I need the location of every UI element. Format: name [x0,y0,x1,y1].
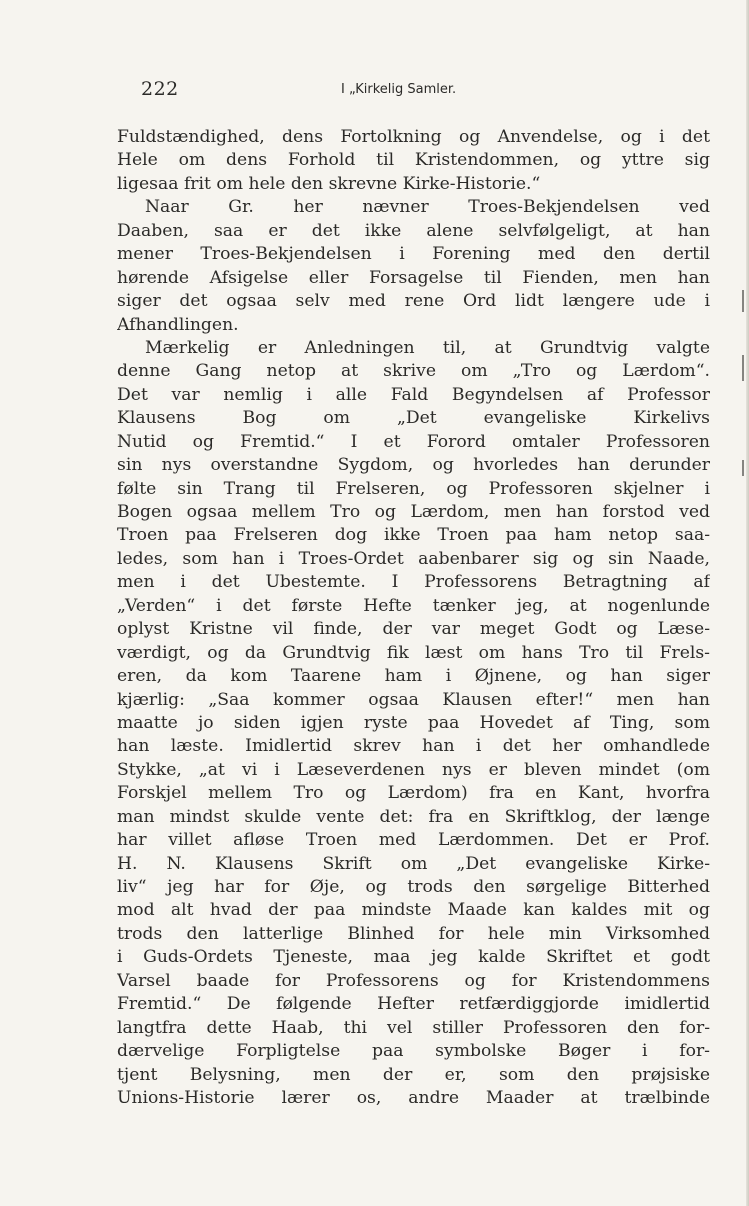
text-line: mener Troes-Bekjendelsen i Forening med den dertil [117,244,710,265]
text-line: Klausens Bog om „Det evangeliske Kirkelivs [117,408,710,429]
text-line: tjent Belysning, men der er, som den prøjsiske [117,1064,710,1085]
text-line: Varsel baade for Professorens og for Kristendommens [117,970,710,991]
text-line: Det var nemlig i alle Fald Begyndelsen af Professor [117,384,710,405]
text-line: Hele om dens Forhold til Kristendommen, og yttre sig [117,150,710,171]
page-number: 222 [141,78,179,100]
text-line: Troen paa Frelseren dog ikke Troen paa ham netop saa- [117,525,710,546]
text-line: Fremtid.“ De følgende Hefter retfærdiggjorde imidlertid [117,994,710,1015]
running-head: I „Kirkelig Samler. [341,82,457,97]
margin-ink-mark [742,355,744,381]
text-line: dærvelige Forpligtelse paa symbolske Bøger i for- [117,1041,710,1062]
text-line: Naar Gr. her nævner Troes-Bekjendelsen ved [145,197,710,218]
text-line: Bogen ogsaa mellem Tro og Lærdom, men han forstod ved [117,502,710,522]
text-line: eren, da kom Taarene ham i Øjnene, og han siger [117,666,710,687]
text-line: har villet afløse Troen med Lærdommen. Det er Prof. [117,830,710,851]
text-line: trods den latterlige Blinhed for hele min Virksomhed [117,923,710,944]
text-line: følte sin Trang til Frelseren, og Professoren skjelner i [117,478,710,499]
text-line: denne Gang netop at skrive om „Tro og Lærdom“. [117,361,710,382]
text-line: Afhandlingen. [117,314,239,335]
text-line: ligesaa frit om hele den skrevne Kirke-Historie.“ [117,173,541,194]
text-line: Nutid og Fremtid.“ I et Forord omtaler Professoren [117,431,710,452]
text-line: oplyst Kristne vil finde, der var meget Godt og Læse- [117,619,710,640]
text-line: mod alt hvad der paa mindste Maade kan kaldes mit og [117,900,710,921]
text-line: han læste. Imidlertid skrev han i det her omhandlede [117,736,710,757]
margin-ink-mark [742,460,744,476]
text-line: ledes, som han i Troes-Ordet aabenbarer sig og sin Naade, [117,548,710,569]
text-line: kjærlig: „Saa kommer ogsaa Klausen efter!“ men han [117,689,710,710]
text-line: hørende Afsigelse eller Forsagelse til Fienden, men han [117,267,710,288]
body-text [117,126,710,1110]
text-line: Fuldstændighed, dens Fortolkning og Anvendelse, og i det [117,127,710,147]
text-line: værdigt, og da Grundtvig fik læst om hans Tro til Frels- [117,642,710,663]
margin-ink-mark [742,290,744,312]
text-line: Stykke, „at vi i Læseverdenen nys er bleven mindet (om [117,759,710,780]
text-line: liv“ jeg har for Øje, og trods den sørgelige Bitterhed [117,877,710,897]
text-line: „Verden“ i det første Hefte tænker jeg, at nogenlunde [117,595,710,616]
text-line: Unions-Historie lærer os, andre Maader at trælbinde [117,1087,710,1108]
text-line: siger det ogsaa selv med rene Ord lidt længere ude i [117,291,710,312]
text-line: i Guds-Ordets Tjeneste, maa jeg kalde Skriftet et godt [117,947,710,968]
text-line: langtfra dette Haab, thi vel stiller Professoren den for- [117,1017,710,1038]
text-line: maatte jo siden igjen ryste paa Hovedet af Ting, som [117,712,710,733]
text-line: H. N. Klausens Skrift om „Det evangeliske Kirke- [117,853,710,874]
text-line: sin nys overstandne Sygdom, og hvorledes han derunder [117,455,710,476]
text-line: man mindst skulde vente det: fra en Skriftklog, der længe [117,806,710,827]
text-line: Mærkelig er Anledningen til, at Grundtvig valgte [145,337,710,358]
text-line: men i det Ubestemte. I Professorens Betragtning af [117,572,710,593]
text-line: Forskjel mellem Tro og Lærdom) fra en Kant, hvorfra [117,783,710,804]
text-line: Daaben, saa er det ikke alene selvfølgeligt, at han [117,220,710,241]
